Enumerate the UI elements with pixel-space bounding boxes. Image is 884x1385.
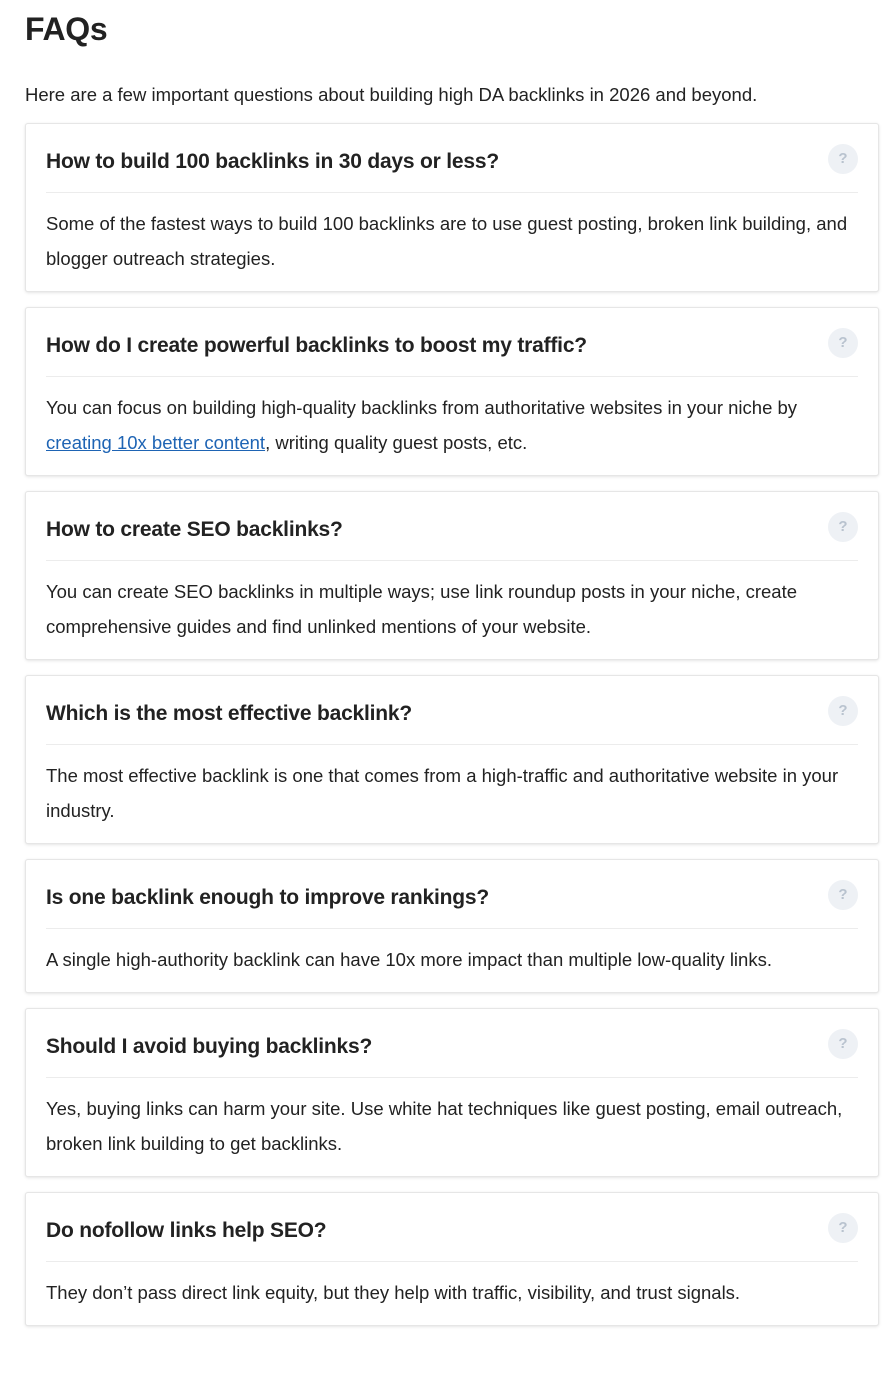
faq-answer: Yes, buying links can harm your site. Use white hat techniques like guest posting, email outreach, broken link building to get backlinks. (46, 1098, 843, 1154)
question-mark-icon: ? (828, 144, 858, 174)
question-mark-icon: ? (828, 512, 858, 542)
faq-question[interactable] (46, 124, 858, 193)
faq-item[interactable] (25, 123, 879, 292)
faq-answer: You can create SEO backlinks in multiple ways; use link roundup posts in your niche, create comprehensive guides and find unlinked mentions of your website. (46, 581, 798, 637)
question-mark-icon: ? (828, 696, 858, 726)
faq-item[interactable] (25, 307, 879, 476)
faq-question-text: Should I avoid buying backlinks? (46, 1035, 373, 1058)
faq-question-text: How do I create powerful backlinks to boost my traffic? (46, 334, 587, 357)
faq-answer: Some of the fastest ways to build 100 backlinks are to use guest posting, broken link building, and blogger outreach strategies. (46, 213, 848, 269)
faq-answer-text-before: You can focus on building high-quality backlinks from authoritative websites in your niche by (46, 397, 798, 418)
faq-question[interactable] (46, 676, 858, 745)
faq-item[interactable] (25, 859, 879, 993)
faq-question-text: Do nofollow links help SEO? (46, 1219, 327, 1242)
creating-better-content-link[interactable]: creating 10x better content (46, 432, 266, 453)
faq-item[interactable] (25, 1192, 879, 1326)
faq-question[interactable] (46, 308, 858, 377)
faq-question[interactable] (46, 492, 858, 561)
faq-answer-text-after: , writing quality guest posts, etc. (265, 432, 528, 453)
page-title: FAQs (25, 11, 108, 47)
question-mark-icon: ? (828, 880, 858, 910)
faq-question-text: How to create SEO backlinks? (46, 518, 343, 541)
faq-answer: A single high-authority backlink can have 10x more impact than multiple low-quality links. (46, 949, 772, 970)
faq-question-text: Which is the most effective backlink? (46, 702, 413, 725)
faq-list (25, 123, 878, 1326)
faq-answer: The most effective backlink is one that comes from a high-traffic and authoritative website in your industry. (46, 765, 839, 821)
question-mark-icon: ? (828, 1029, 858, 1059)
intro-text: Here are a few important questions about building high DA backlinks in 2026 and beyond. (25, 84, 758, 105)
faq-item[interactable] (25, 1008, 879, 1177)
question-mark-icon: ? (828, 328, 858, 358)
faq-question[interactable] (46, 860, 858, 929)
faq-question-text: How to build 100 backlinks in 30 days or less? (46, 150, 499, 173)
faq-question[interactable] (46, 1193, 858, 1262)
question-mark-icon: ? (828, 1213, 858, 1243)
faq-question-text: Is one backlink enough to improve rankings? (46, 886, 489, 909)
faq-answer (46, 377, 858, 475)
faq-question[interactable] (46, 1009, 858, 1078)
faq-item[interactable] (25, 491, 879, 660)
faq-answer: They don’t pass direct link equity, but they help with traffic, visibility, and trust signals. (46, 1282, 741, 1303)
faq-item[interactable] (25, 675, 879, 844)
